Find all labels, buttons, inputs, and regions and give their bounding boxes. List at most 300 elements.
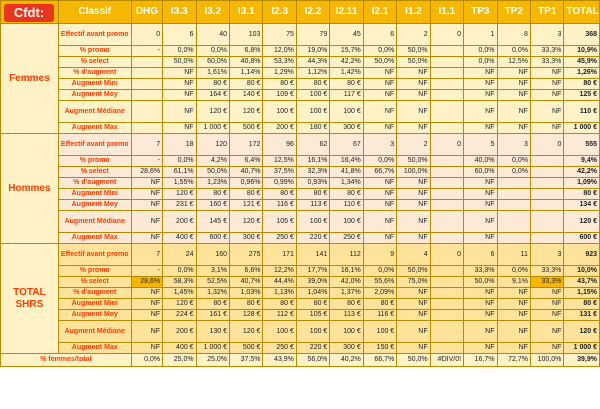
table-cell: 131 € xyxy=(564,310,600,321)
table-cell: 250 € xyxy=(263,343,296,354)
table-cell: 2 xyxy=(397,134,430,156)
table-cell xyxy=(497,189,530,200)
group-label: TOTAL SHRS xyxy=(1,244,59,354)
table-cell xyxy=(131,68,162,79)
table-cell: 220 € xyxy=(296,233,329,244)
table-cell: 40,0% xyxy=(464,156,497,167)
table-cell: 105 € xyxy=(263,211,296,233)
table-cell: 33,3% xyxy=(530,277,563,288)
table-row xyxy=(1,46,600,57)
table-row xyxy=(1,310,600,321)
table-cell: 8 xyxy=(497,24,530,46)
table-cell: NF xyxy=(131,343,162,354)
table-cell xyxy=(430,211,463,233)
row-label: % promo xyxy=(58,156,131,167)
table-cell: NF xyxy=(530,79,563,90)
table-cell: 109 € xyxy=(263,90,296,101)
table-cell xyxy=(497,233,530,244)
table-cell: 120 € xyxy=(230,321,263,343)
col-header: I2.1 xyxy=(363,1,396,24)
table-cell: 103 xyxy=(230,24,263,46)
table-row xyxy=(1,178,600,189)
table-cell: 18 xyxy=(163,134,196,156)
table-cell: NF xyxy=(163,101,196,123)
table-cell: 7 xyxy=(131,244,162,266)
table-cell: 200 € xyxy=(263,123,296,134)
table-cell: 0,96% xyxy=(230,178,263,189)
table-cell: 80 € xyxy=(296,189,329,200)
table-cell: NF xyxy=(497,68,530,79)
table-cell: NF xyxy=(363,101,396,123)
table-cell: NF xyxy=(363,233,396,244)
table-cell: NF xyxy=(397,211,430,233)
table-cell xyxy=(530,167,563,178)
table-cell: 50,0% xyxy=(397,57,430,68)
table-cell xyxy=(131,90,162,101)
header-row xyxy=(1,1,600,24)
table-cell: 1,14% xyxy=(230,68,263,79)
table-cell: NF xyxy=(397,178,430,189)
table-cell: 224 € xyxy=(163,310,196,321)
table-cell: 0,0% xyxy=(363,46,396,57)
table-cell: 58,3% xyxy=(163,277,196,288)
table-cell: 120 € xyxy=(564,321,600,343)
table-cell xyxy=(131,101,162,123)
table-cell: NF xyxy=(163,79,196,90)
row-label: % promo xyxy=(58,46,131,57)
table-cell: 1,34% xyxy=(330,178,363,189)
table-cell: 44,3% xyxy=(296,57,329,68)
table-cell xyxy=(530,156,563,167)
table-cell: - xyxy=(131,46,162,57)
table-cell: 172 xyxy=(230,134,263,156)
table-cell: 50,0% xyxy=(163,57,196,68)
table-cell: 42,0% xyxy=(330,277,363,288)
table-cell: 500 € xyxy=(230,343,263,354)
table-cell: 15,7% xyxy=(330,46,363,57)
table-cell: 112 xyxy=(330,244,363,266)
table-cell: NF xyxy=(397,68,430,79)
col-header: TP2 xyxy=(497,1,530,24)
table-cell: 4 xyxy=(397,244,430,266)
table-cell: 6 xyxy=(464,244,497,266)
table-cell: 100 € xyxy=(330,101,363,123)
table-cell: NF xyxy=(530,343,563,354)
table-cell xyxy=(497,211,530,233)
table-cell: 6,4% xyxy=(230,156,263,167)
table-cell: 112 € xyxy=(263,310,296,321)
table-cell: 9,1% xyxy=(497,277,530,288)
row-label: Augment Mini xyxy=(58,299,131,310)
table-cell: NF xyxy=(363,178,396,189)
table-cell xyxy=(430,233,463,244)
table-cell: 11 xyxy=(497,244,530,266)
row-label: % select xyxy=(58,277,131,288)
table-cell: 80 € xyxy=(564,299,600,310)
table-cell: 300 € xyxy=(330,123,363,134)
table-cell: 0,0% xyxy=(163,156,196,167)
table-cell: 50,0% xyxy=(464,277,497,288)
table-cell: 1,45% xyxy=(163,288,196,299)
table-cell: 37,5% xyxy=(230,354,263,367)
table-cell: NF xyxy=(464,310,497,321)
col-header: I3.2 xyxy=(196,1,229,24)
table-cell: - xyxy=(131,266,162,277)
table-cell: 100,0% xyxy=(530,354,563,367)
table-cell: 79 xyxy=(296,24,329,46)
row-label: Augment Max xyxy=(58,123,131,134)
table-cell: NF xyxy=(464,233,497,244)
table-cell: NF xyxy=(363,68,396,79)
table-cell: 100 € xyxy=(296,211,329,233)
table-cell: 180 € xyxy=(296,123,329,134)
table-cell: 16,1% xyxy=(330,266,363,277)
table-cell: NF xyxy=(163,90,196,101)
table-cell: 80 € xyxy=(196,79,229,90)
table-cell xyxy=(530,200,563,211)
table-cell: 4,2% xyxy=(196,156,229,167)
table-cell: 0,0% xyxy=(131,354,162,367)
table-cell: 75,0% xyxy=(397,277,430,288)
table-cell xyxy=(530,211,563,233)
table-cell: 80 € xyxy=(263,189,296,200)
table-cell: 1 xyxy=(464,24,497,46)
table-cell: 0,0% xyxy=(497,167,530,178)
table-cell: NF xyxy=(530,299,563,310)
table-cell: 56,0% xyxy=(296,354,329,367)
table-cell: 1,23% xyxy=(196,178,229,189)
table-cell: NF xyxy=(530,101,563,123)
table-cell: 0,0% xyxy=(363,156,396,167)
table-cell: 923 xyxy=(564,244,600,266)
row-label: Augment Moy xyxy=(58,90,131,101)
table-cell: 400 € xyxy=(163,233,196,244)
table-cell: NF xyxy=(497,101,530,123)
table-row xyxy=(1,79,600,90)
table-cell: 0,0% xyxy=(497,46,530,57)
table-cell: 125 € xyxy=(564,90,600,101)
table-cell: NF xyxy=(397,310,430,321)
table-cell: 0 xyxy=(131,24,162,46)
table-cell: NF xyxy=(464,321,497,343)
table-cell: 45,9% xyxy=(564,57,600,68)
table-cell: 0,0% xyxy=(163,266,196,277)
col-header: TP3 xyxy=(464,1,497,24)
table-cell: NF xyxy=(464,90,497,101)
table-cell: 100 € xyxy=(330,211,363,233)
row-label: % select xyxy=(58,57,131,68)
table-cell: 32,3% xyxy=(296,167,329,178)
table-cell: 164 € xyxy=(196,90,229,101)
table-row xyxy=(1,90,600,101)
table-row xyxy=(1,277,600,288)
table-cell: NF xyxy=(464,79,497,90)
table-cell: NF xyxy=(131,189,162,200)
row-label: Augment Max xyxy=(58,343,131,354)
table-cell: NF xyxy=(497,310,530,321)
table-row xyxy=(1,123,600,134)
table-cell: 116 € xyxy=(363,310,396,321)
table-cell xyxy=(430,46,463,57)
table-cell: 1 000 € xyxy=(196,123,229,134)
table-cell: 1,29% xyxy=(263,68,296,79)
table-cell: NF xyxy=(530,123,563,134)
table-cell: 25,0% xyxy=(163,354,196,367)
row-label: % d'augment xyxy=(58,288,131,299)
table-cell: 113 € xyxy=(296,200,329,211)
row-label: Effectif avant promo xyxy=(58,134,131,156)
table-cell: 120 € xyxy=(230,211,263,233)
table-cell: 150 € xyxy=(363,343,396,354)
table-cell: 100 € xyxy=(296,101,329,123)
table-cell xyxy=(131,123,162,134)
table-cell: 0,0% xyxy=(464,46,497,57)
table-cell: 0 xyxy=(430,24,463,46)
table-cell: 80 € xyxy=(330,299,363,310)
table-cell xyxy=(430,299,463,310)
table-row xyxy=(1,266,600,277)
table-cell: 80 € xyxy=(296,299,329,310)
table-cell: 12,0% xyxy=(263,46,296,57)
table-cell: 80 € xyxy=(363,299,396,310)
table-cell: 200 € xyxy=(163,211,196,233)
table-cell: 40,8% xyxy=(230,57,263,68)
table-cell: 9,4% xyxy=(564,156,600,167)
table-cell: 200 € xyxy=(163,321,196,343)
table-cell: 66,7% xyxy=(363,354,396,367)
table-cell: 1,32% xyxy=(196,288,229,299)
table-cell xyxy=(430,266,463,277)
table-cell: 128 € xyxy=(230,310,263,321)
group-label: Hommes xyxy=(1,134,59,244)
table-cell: NF xyxy=(464,288,497,299)
table-cell xyxy=(430,123,463,134)
table-cell: 50,0% xyxy=(397,266,430,277)
table-cell: 1,61% xyxy=(196,68,229,79)
table-cell: NF xyxy=(131,211,162,233)
table-cell xyxy=(430,57,463,68)
table-cell: NF xyxy=(363,189,396,200)
table-cell: NF xyxy=(163,123,196,134)
table-cell: 60,0% xyxy=(464,167,497,178)
col-header: DHG xyxy=(131,1,162,24)
table-cell: 0,0% xyxy=(196,46,229,57)
table-cell: 275 xyxy=(230,244,263,266)
table-row xyxy=(1,200,600,211)
table-cell: 6 xyxy=(163,24,196,46)
table-cell xyxy=(530,189,563,200)
table-cell xyxy=(131,79,162,90)
table-cell: 17,7% xyxy=(296,266,329,277)
col-header: I3.1 xyxy=(230,1,263,24)
col-header: I2.2 xyxy=(296,1,329,24)
table-cell xyxy=(131,57,162,68)
table-cell: NF xyxy=(497,90,530,101)
table-cell: 110 € xyxy=(330,200,363,211)
table-cell: NF xyxy=(530,90,563,101)
table-row xyxy=(1,189,600,200)
table-cell: 0 xyxy=(430,244,463,266)
table-cell: NF xyxy=(497,321,530,343)
table-cell: NF xyxy=(131,233,162,244)
table-row xyxy=(1,57,600,68)
table-cell: 28,6% xyxy=(131,167,162,178)
table-cell: 3 xyxy=(497,134,530,156)
table-cell: 80 € xyxy=(564,79,600,90)
table-cell: 110 € xyxy=(564,101,600,123)
table-row xyxy=(1,233,600,244)
table-cell: 24 xyxy=(163,244,196,266)
table-cell: 141 xyxy=(296,244,329,266)
table-cell: 0,0% xyxy=(497,156,530,167)
table-cell: 231 € xyxy=(163,200,196,211)
table-cell: 120 € xyxy=(163,299,196,310)
table-cell: 120 € xyxy=(564,211,600,233)
table-cell: 80 € xyxy=(196,299,229,310)
table-cell: 80 € xyxy=(330,79,363,90)
table-cell: #DIV/0! xyxy=(430,354,463,367)
footer-row xyxy=(1,354,600,367)
table-cell: 0,99% xyxy=(263,178,296,189)
table-cell: 400 € xyxy=(163,343,196,354)
table-cell: 2 xyxy=(397,24,430,46)
table-cell: 33,3% xyxy=(530,266,563,277)
table-cell xyxy=(430,68,463,79)
table-cell: 113 € xyxy=(330,310,363,321)
table-cell: NF xyxy=(397,90,430,101)
table-cell: 100 € xyxy=(363,321,396,343)
table-cell xyxy=(430,101,463,123)
table-cell: 42,2% xyxy=(330,57,363,68)
table-cell: 10,0% xyxy=(564,266,600,277)
table-cell: 1,03% xyxy=(230,288,263,299)
table-cell: 80 € xyxy=(230,79,263,90)
table-cell: 1,12% xyxy=(296,68,329,79)
table-cell: 300 € xyxy=(230,233,263,244)
table-cell: 1,42% xyxy=(330,68,363,79)
table-cell: 3 xyxy=(530,244,563,266)
table-cell: 16,7% xyxy=(464,354,497,367)
table-cell: 62 xyxy=(296,134,329,156)
table-cell: NF xyxy=(163,68,196,79)
table-cell: 140 € xyxy=(230,90,263,101)
table-cell: 9 xyxy=(363,244,396,266)
table-cell: 0 xyxy=(430,134,463,156)
table-cell: 120 € xyxy=(196,101,229,123)
table-cell: 80 € xyxy=(296,79,329,90)
table-cell: 50,0% xyxy=(397,156,430,167)
table-cell: NF xyxy=(363,200,396,211)
table-cell: 1 000 € xyxy=(564,343,600,354)
table-cell: NF xyxy=(363,123,396,134)
col-header: I3.3 xyxy=(163,1,196,24)
table-cell: NF xyxy=(397,200,430,211)
table-cell: 53,3% xyxy=(263,57,296,68)
table-cell: NF xyxy=(530,321,563,343)
table-cell: 52,5% xyxy=(196,277,229,288)
table-cell: 130 € xyxy=(196,321,229,343)
table-cell: 25,0% xyxy=(196,354,229,367)
table-cell: 50,0% xyxy=(363,57,396,68)
table-cell: 41,8% xyxy=(330,167,363,178)
table-cell: 5 xyxy=(464,134,497,156)
table-cell: NF xyxy=(397,343,430,354)
table-row xyxy=(1,24,600,46)
table-cell: 1,13% xyxy=(263,288,296,299)
table-cell: 80 € xyxy=(263,299,296,310)
table-cell xyxy=(430,200,463,211)
table-cell: 7 xyxy=(131,134,162,156)
table-cell: 368 xyxy=(564,24,600,46)
table-cell: 16,4% xyxy=(330,156,363,167)
table-cell: 1,15% xyxy=(564,288,600,299)
table-cell: 121 € xyxy=(230,200,263,211)
table-cell: 67 xyxy=(330,134,363,156)
table-cell: NF xyxy=(131,299,162,310)
table-cell: 80 € xyxy=(263,79,296,90)
col-header: TP1 xyxy=(530,1,563,24)
table-cell: 45 xyxy=(330,24,363,46)
table-cell: NF xyxy=(497,288,530,299)
table-cell: 120 € xyxy=(230,101,263,123)
table-cell: 61,1% xyxy=(163,167,196,178)
table-cell: 500 € xyxy=(230,123,263,134)
table-row xyxy=(1,156,600,167)
table-cell xyxy=(430,79,463,90)
table-cell: 55,6% xyxy=(363,277,396,288)
table-cell: 10,9% xyxy=(564,46,600,57)
row-label: Effectif avant promo xyxy=(58,24,131,46)
table-cell: 161 € xyxy=(196,310,229,321)
table-cell: 16,1% xyxy=(296,156,329,167)
table-cell: 66,7% xyxy=(363,167,396,178)
table-cell: 80 € xyxy=(564,189,600,200)
table-row xyxy=(1,211,600,233)
table-cell: 105 € xyxy=(296,310,329,321)
table-cell: 160 xyxy=(196,244,229,266)
table-cell: 250 € xyxy=(330,233,363,244)
row-label: Effectif avant promo xyxy=(58,244,131,266)
table-cell: 37,5% xyxy=(263,167,296,178)
table-cell: 134 € xyxy=(564,200,600,211)
table-cell xyxy=(430,277,463,288)
table-cell: NF xyxy=(131,321,162,343)
table-cell: NF xyxy=(397,79,430,90)
table-cell: 39,0% xyxy=(296,277,329,288)
table-cell: 120 € xyxy=(163,189,196,200)
table-cell xyxy=(497,178,530,189)
table-cell: NF xyxy=(131,200,162,211)
table-cell: 120 xyxy=(196,134,229,156)
table-cell: 600 € xyxy=(564,233,600,244)
table-cell: 1 000 € xyxy=(196,343,229,354)
table-row xyxy=(1,101,600,123)
table-cell: NF xyxy=(497,343,530,354)
table-cell: NF xyxy=(397,123,430,134)
table-cell: NF xyxy=(497,123,530,134)
table-cell: 100,0% xyxy=(397,167,430,178)
table-cell: 1,26% xyxy=(564,68,600,79)
table-cell: 75 xyxy=(263,24,296,46)
table-cell: NF xyxy=(397,299,430,310)
table-cell: 50,0% xyxy=(397,46,430,57)
table-row xyxy=(1,299,600,310)
table-cell xyxy=(430,343,463,354)
table-cell: 3 xyxy=(530,24,563,46)
row-label: % promo xyxy=(58,266,131,277)
table-cell xyxy=(430,90,463,101)
table-cell: 96 xyxy=(263,134,296,156)
